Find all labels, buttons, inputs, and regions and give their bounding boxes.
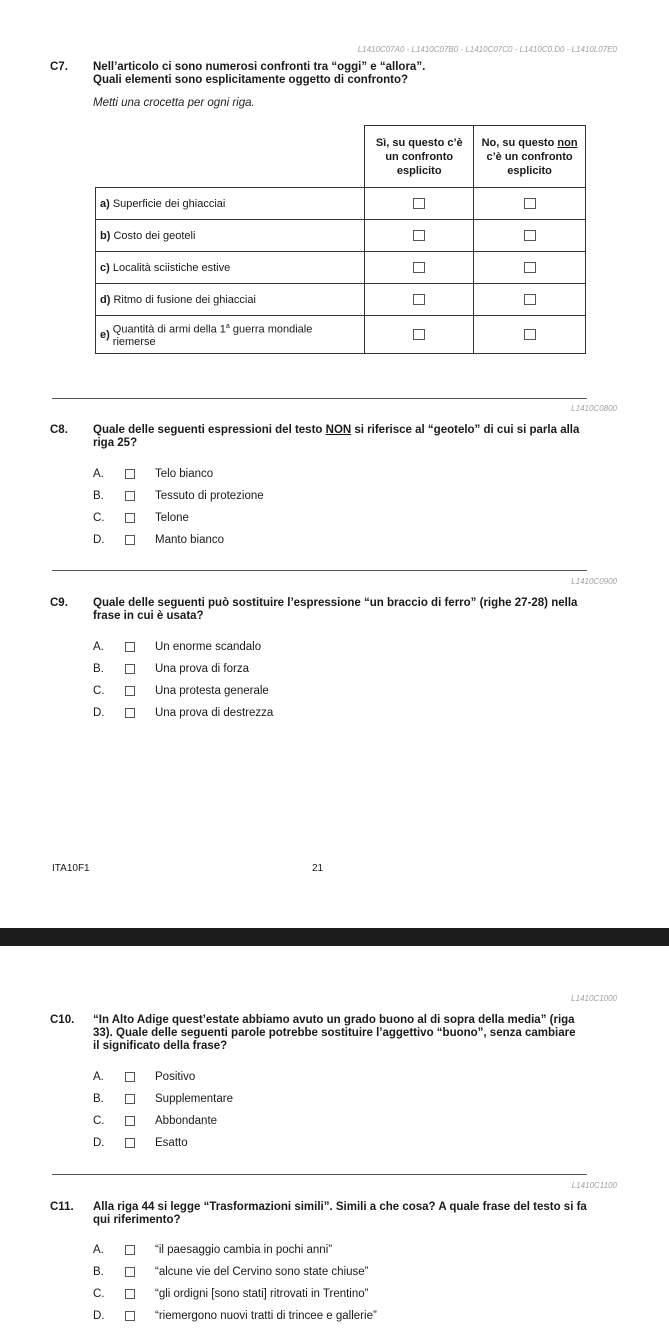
option-letter: A.: [93, 1244, 104, 1256]
option-text: Positivo: [155, 1071, 196, 1083]
option-letter: C.: [93, 512, 105, 524]
cell-yes: [365, 220, 474, 252]
header-line: un confronto: [385, 150, 454, 163]
checkbox-yes[interactable]: [413, 329, 425, 340]
row-line: [113, 321, 313, 336]
header-line: esplicito: [396, 164, 442, 177]
option-c8-a[interactable]: [93, 467, 213, 481]
question-text-c11: [93, 1201, 593, 1227]
checkbox-no[interactable]: [524, 329, 536, 340]
cell-no: [474, 220, 586, 252]
option-text: Abbondante: [155, 1115, 218, 1127]
option-checkbox[interactable]: [125, 491, 135, 501]
option-letter: C.: [93, 1288, 105, 1300]
section-divider: [52, 398, 587, 399]
option-checkbox[interactable]: [125, 664, 135, 674]
question-text-c10: [93, 1014, 593, 1053]
question-line: “In Alto Adige quest’estate abbiamo avuto un grado buono al di sopra della media” (riga: [93, 1014, 575, 1026]
option-text: Tessuto di protezione: [155, 490, 264, 502]
page-22: [0, 946, 669, 1339]
option-c9-c[interactable]: [93, 684, 269, 698]
ordinal-suffix: a: [225, 323, 230, 331]
option-text: Esatto: [155, 1137, 188, 1149]
option-letter: D.: [93, 1310, 105, 1322]
option-checkbox[interactable]: [125, 708, 135, 718]
checkbox-no[interactable]: [524, 230, 536, 241]
item-code-c8: L1410C0800: [571, 404, 617, 413]
header-line: esplicito: [507, 164, 552, 177]
option-letter: B.: [93, 1093, 104, 1105]
option-c8-d[interactable]: [93, 533, 224, 547]
option-text: Manto bianco: [155, 534, 225, 546]
row-letter: e): [100, 328, 110, 341]
cell-yes: [365, 284, 474, 316]
option-checkbox[interactable]: [125, 1072, 135, 1082]
option-c11-c[interactable]: [93, 1287, 368, 1301]
option-letter: A.: [93, 468, 104, 480]
question-text-c7: [93, 61, 593, 87]
question-text-part: si riferisce al “geotelo” di cui si parla alla: [351, 424, 580, 436]
header-underlined: non: [557, 136, 578, 149]
cell-yes: [365, 316, 474, 354]
table-row: [96, 316, 586, 354]
row-text-part: Quantità di armi della 1: [112, 323, 226, 336]
option-checkbox[interactable]: [125, 1094, 135, 1104]
option-c8-c[interactable]: [93, 511, 189, 525]
question-line: [93, 424, 593, 437]
item-code-c9: L1410C0900: [571, 577, 617, 586]
checkbox-yes[interactable]: [413, 198, 425, 209]
option-checkbox[interactable]: [125, 1267, 135, 1277]
option-checkbox[interactable]: [125, 1116, 135, 1126]
header-line: Sì, su questo c’è: [375, 136, 463, 149]
question-text-c9: [93, 597, 593, 623]
footer-code: ITA10F1: [52, 863, 90, 874]
cell-no: [474, 284, 586, 316]
option-c9-d[interactable]: [93, 706, 273, 720]
row-label: [96, 284, 365, 316]
comparison-table: [95, 125, 586, 354]
option-letter: B.: [93, 663, 104, 675]
question-line: riga 25?: [93, 437, 138, 449]
column-header-no: [474, 126, 586, 188]
option-text: “il paesaggio cambia in pochi anni”: [155, 1244, 333, 1256]
option-text: Telo bianco: [155, 468, 214, 480]
question-line: il significato della frase?: [93, 1040, 228, 1052]
row-label: [96, 316, 365, 354]
table-row: [96, 188, 586, 220]
row-letter: b): [100, 229, 111, 242]
row-text: Ritmo di fusione dei ghiacciai: [113, 293, 256, 306]
option-checkbox[interactable]: [125, 642, 135, 652]
row-letter: a): [100, 197, 110, 210]
cell-no: [474, 252, 586, 284]
question-number-c11: C11.: [50, 1201, 74, 1213]
option-text: Supplementare: [155, 1093, 233, 1105]
question-line: Quale delle seguenti può sostituire l’espressione “un braccio di ferro” (righe 27-28) nella: [93, 597, 578, 609]
row-e-wrap: [100, 321, 360, 348]
question-number-c7: C7.: [50, 61, 68, 73]
option-c8-b[interactable]: [93, 489, 264, 503]
table-row: [96, 220, 586, 252]
option-text: “gli ordigni [sono stati] ritrovati in Trentino”: [155, 1288, 369, 1300]
question-underlined: NON: [325, 424, 352, 436]
option-checkbox[interactable]: [125, 513, 135, 523]
question-line: frase in cui è usata?: [93, 610, 204, 622]
question-number-c10: C10.: [50, 1014, 75, 1026]
option-letter: A.: [93, 641, 104, 653]
checkbox-no[interactable]: [524, 294, 536, 305]
cell-yes: [365, 188, 474, 220]
row-text: Superficie dei ghiacciai: [112, 197, 226, 210]
option-c11-a[interactable]: [93, 1243, 332, 1257]
question-line: 33). Quale delle seguenti parole potrebbe sostituire l’aggettivo “buono”, senza cambiare: [93, 1027, 576, 1039]
row-letter: d): [100, 293, 111, 306]
question-line: Nell’articolo ci sono numerosi confronti tra “oggi” e “allora”.: [93, 61, 426, 73]
option-letter: C.: [93, 685, 105, 697]
row-text: Costo dei geoteli: [113, 229, 196, 242]
row-letter: c): [100, 261, 110, 274]
table-corner: [96, 126, 365, 188]
option-letter: D.: [93, 534, 105, 546]
option-letter: A.: [93, 1071, 104, 1083]
cell-no: [474, 188, 586, 220]
option-c9-b[interactable]: [93, 662, 249, 676]
option-c11-d[interactable]: [93, 1309, 377, 1323]
question-number-c9: C9.: [50, 597, 68, 609]
option-checkbox[interactable]: [125, 535, 135, 545]
row-text: Località sciistiche estive: [112, 261, 231, 274]
option-letter: D.: [93, 1137, 105, 1149]
option-text: Una prova di destrezza: [155, 707, 274, 719]
option-letter: C.: [93, 1115, 105, 1127]
option-text: “alcune vie del Cervino sono state chiuse”: [155, 1266, 369, 1278]
option-c10-d[interactable]: [93, 1136, 188, 1150]
option-text: Telone: [155, 512, 189, 524]
option-c11-b[interactable]: [93, 1265, 369, 1279]
row-line: riemerse: [112, 335, 156, 348]
header-line: [478, 136, 581, 150]
question-text-c8: [93, 424, 593, 450]
option-c10-b[interactable]: [93, 1092, 233, 1106]
item-code-c10: L1410C1000: [571, 994, 617, 1003]
table-row: [96, 252, 586, 284]
option-text: Una protesta generale: [155, 685, 269, 697]
option-checkbox[interactable]: [125, 1245, 135, 1255]
column-header-yes: [365, 126, 474, 188]
item-code-c11: L1410C1100: [571, 1181, 617, 1190]
table-row: [96, 284, 586, 316]
option-text: Un enorme scandalo: [155, 641, 262, 653]
cell-yes: [365, 252, 474, 284]
checkbox-yes[interactable]: [413, 262, 425, 273]
checkbox-no[interactable]: [524, 262, 536, 273]
section-divider: [52, 570, 587, 571]
instruction-c7: Metti una crocetta per ogni riga.: [93, 97, 255, 109]
item-codes: L1410C07A0 - L1410C07B0 - L1410C07C0 - L1410C0.D0 - L1410L07E0: [357, 45, 617, 54]
row-label: [96, 188, 365, 220]
option-checkbox[interactable]: [125, 1289, 135, 1299]
question-line: Alla riga 44 si legge “Trasformazioni simili”. Simili a che cosa? A quale frase del testo si fa: [93, 1201, 587, 1213]
question-line: Quali elementi sono esplicitamente oggetto di confronto?: [93, 74, 408, 86]
option-letter: B.: [93, 490, 104, 502]
section-divider: [52, 1174, 587, 1175]
question-text-part: Quale delle seguenti espressioni del testo: [93, 424, 326, 436]
option-text: Una prova di forza: [155, 663, 249, 675]
option-c10-a[interactable]: [93, 1070, 195, 1084]
row-label: [96, 252, 365, 284]
header-text: No, su questo: [481, 136, 558, 149]
option-checkbox[interactable]: [125, 1311, 135, 1321]
checkbox-yes[interactable]: [413, 294, 425, 305]
row-label: [96, 220, 365, 252]
option-checkbox[interactable]: [125, 686, 135, 696]
question-line: qui riferimento?: [93, 1214, 181, 1226]
checkbox-no[interactable]: [524, 198, 536, 209]
option-checkbox[interactable]: [125, 469, 135, 479]
cell-no: [474, 316, 586, 354]
option-letter: B.: [93, 1266, 104, 1278]
header-line: c’è un confronto: [486, 150, 573, 163]
option-checkbox[interactable]: [125, 1138, 135, 1148]
checkbox-yes[interactable]: [413, 230, 425, 241]
row-text-part: guerra mondiale: [229, 323, 313, 336]
option-c10-c[interactable]: [93, 1114, 217, 1128]
page-number: 21: [312, 863, 324, 874]
question-number-c8: C8.: [50, 424, 68, 436]
option-c9-a[interactable]: [93, 640, 261, 654]
option-letter: D.: [93, 707, 105, 719]
row-text: [113, 321, 313, 348]
option-text: “riemergono nuovi tratti di trincee e gallerie”: [155, 1310, 377, 1322]
